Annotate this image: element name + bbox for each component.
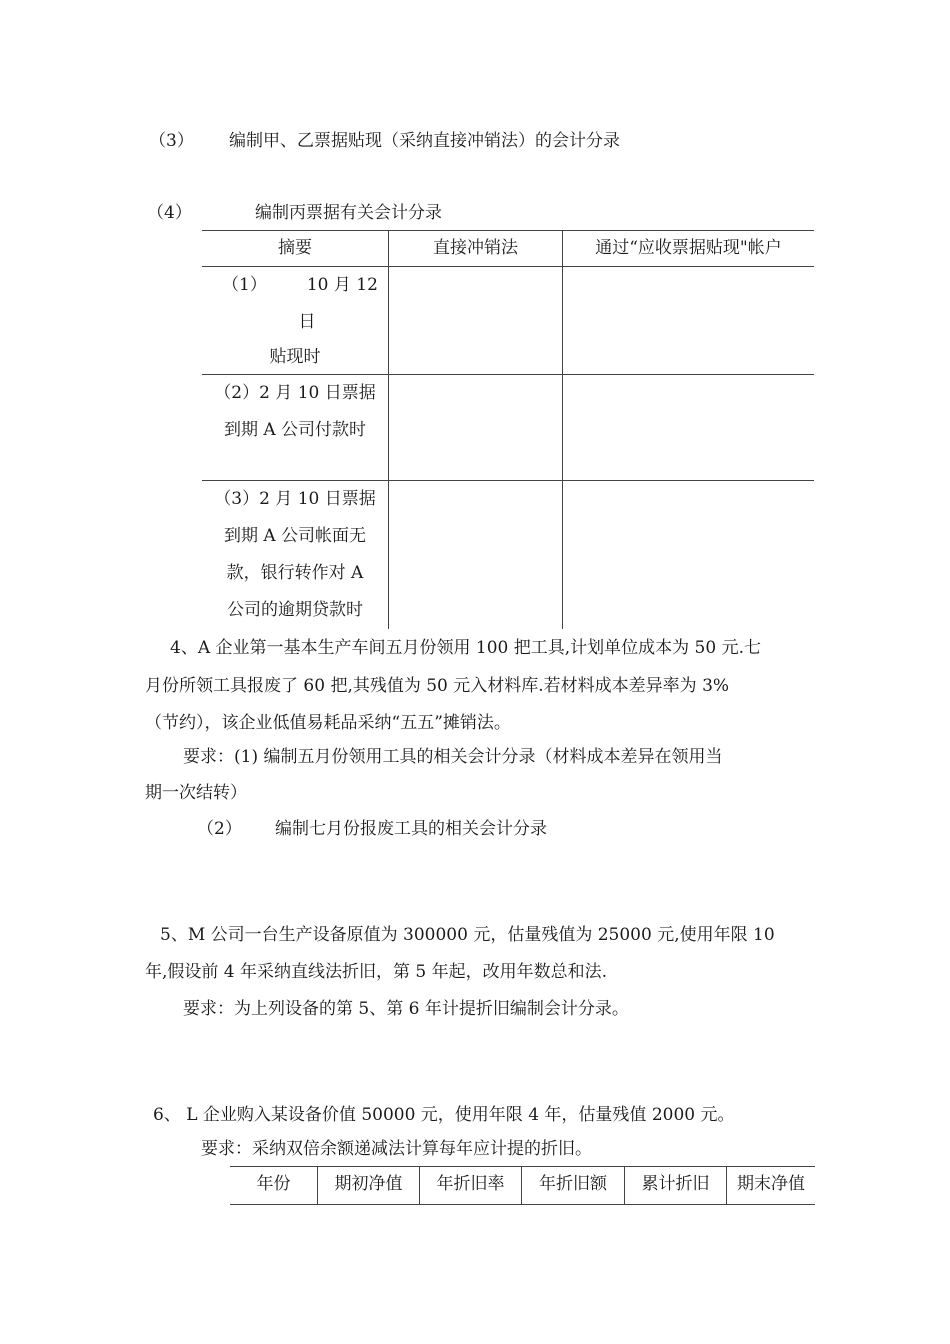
row1-direct	[389, 267, 563, 375]
row2-summary	[202, 375, 389, 481]
row3-account	[563, 481, 815, 630]
problem4-line1: 4、A 企业第一基本生产车间五月份领用 100 把工具,计划单位成本为 50 元.七	[170, 638, 761, 658]
problem6-line1: 6、 L 企业购入某设备价值 50000 元，使用年限 4 年，估量残值 2000 元。	[153, 1105, 735, 1125]
row2-account	[563, 375, 815, 481]
row2-direct	[389, 375, 563, 481]
table-header-row	[230, 1167, 815, 1205]
row3-line2: 到期 A 公司帐面无	[223, 526, 367, 546]
problem4-line3: （节约），该企业低值易耗品采纳“五五”摊销法。	[145, 713, 511, 733]
row1-desc: 贴现时	[269, 347, 321, 367]
header-discount-account: 通过“应收票据贴现"帐户	[563, 231, 815, 267]
header-opening-value: 期初净值	[318, 1167, 420, 1205]
row2-line1: （2）2 月 10 日票据	[214, 383, 376, 403]
row3-line3: 款，银行转作对 A	[226, 563, 364, 583]
depreciation-table	[230, 1166, 815, 1205]
discount-entries-table	[202, 230, 814, 629]
table-row	[202, 481, 814, 630]
problem4-line2: 月份所领工具报废了 60 把,其残值为 50 元入材料库.若材料成本差异率为 3%	[145, 676, 730, 696]
problem5-req: 要求：为上列设备的第 5、第 6 年计提折旧编制会计分录。	[183, 999, 629, 1019]
header-year: 年份	[230, 1167, 318, 1205]
q3-text: 编制甲、乙票据贴现（采纳直接冲销法）的会计分录	[229, 131, 620, 151]
q4-number: （4）	[147, 203, 192, 223]
q4-text: 编制丙票据有关会计分录	[255, 203, 442, 223]
q3-number: （3）	[149, 131, 194, 151]
problem4-req-line2: 期一次结转）	[145, 783, 247, 803]
header-rate: 年折旧率	[420, 1167, 522, 1205]
header-summary: 摘要	[202, 231, 389, 267]
header-closing-value: 期末净值	[737, 1174, 805, 1194]
problem4-req-line1: 要求：(1) 编制五月份领用工具的相关会计分录（材料成本差异在领用当	[183, 747, 723, 767]
row2-line2: 到期 A 公司付款时	[223, 420, 367, 440]
row1-summary	[202, 267, 389, 375]
header-accumulated: 累计折旧	[625, 1167, 727, 1205]
row1-account	[563, 267, 815, 375]
problem4-req2-number: （2）	[197, 819, 242, 839]
header-direct-writeoff: 直接冲销法	[389, 231, 563, 267]
problem4-req2-text: 编制七月份报废工具的相关会计分录	[275, 819, 547, 839]
table-header-row	[202, 231, 814, 267]
row3-direct	[389, 481, 563, 630]
table-row	[202, 375, 814, 481]
row1-number: （1）	[222, 275, 267, 295]
problem5-line1: 5、M 公司一台生产设备原值为 300000 元，估量残值为 25000 元,使用年限 10	[160, 925, 775, 945]
problem5-line2: 年,假设前 4 年采纳直线法折旧，第 5 年起，改用年数总和法.	[145, 962, 608, 982]
row1-date: 10 月 12	[306, 275, 378, 295]
row3-line1: （3）2 月 10 日票据	[214, 489, 376, 509]
table-row	[202, 267, 814, 375]
header-amount: 年折旧额	[522, 1167, 625, 1205]
problem6-req: 要求：采纳双倍余额递减法计算每年应计提的折旧。	[201, 1139, 592, 1159]
row3-line4: 公司的逾期贷款时	[227, 600, 363, 620]
row3-summary	[202, 481, 389, 630]
row1-day: 日	[298, 312, 316, 332]
